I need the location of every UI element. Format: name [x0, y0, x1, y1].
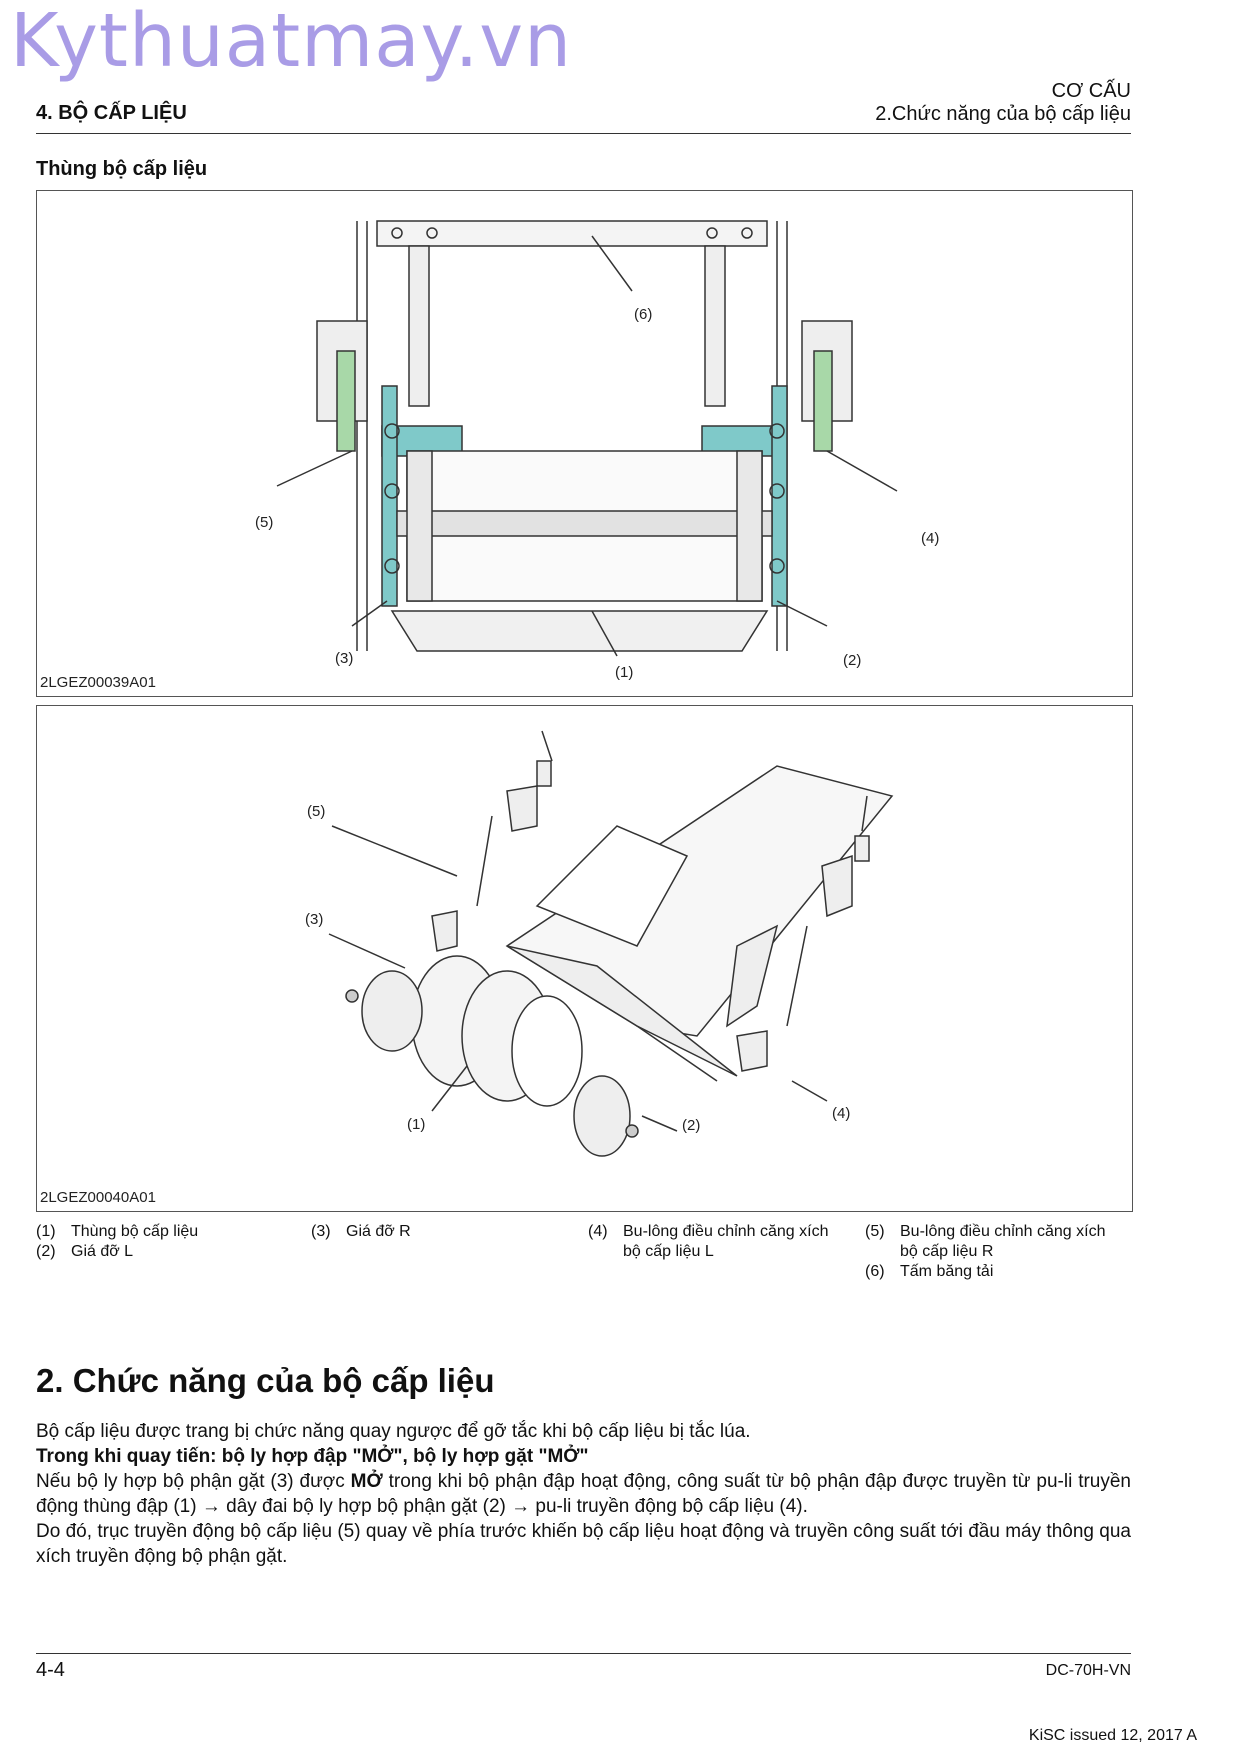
section-paragraph-1 — [36, 1469, 1131, 1519]
para1-text-a: Nếu bộ ly hợp bộ phận gặt (3) được — [36, 1471, 351, 1492]
para1-text-b: trong khi bộ phận đập hoạt động, công suất từ bộ phận đập được truyền từ pu-li truyền động thùng đập (1) → dây đai bộ ly hợp bộ phận gặt (2) → pu-li truyền động bộ cấp liệu (4). — [36, 1471, 1131, 1517]
legend-num: (4) — [588, 1223, 608, 1240]
legend-item — [311, 1222, 571, 1242]
para1-text-bold: MỞ — [350, 1471, 383, 1492]
issued-note: KiSC issued 12, 2017 A — [1028, 1727, 1197, 1744]
legend-col-2 — [311, 1222, 571, 1242]
legend-item — [865, 1222, 1135, 1262]
header-subsection: 2.Chức năng của bộ cấp liệu — [875, 103, 1131, 125]
figure-subheading: Thùng bộ cấp liệu — [36, 158, 208, 180]
legend-num: (6) — [865, 1263, 885, 1280]
page-number: 4-4 — [36, 1659, 65, 1681]
figure1-code: 2LGEZ00039A01 — [40, 674, 156, 691]
fig2-callout-4: (4) — [832, 1105, 851, 1122]
feeder-housing-front-drawing — [37, 191, 1132, 696]
legend-item — [865, 1262, 1135, 1282]
fig2-callout-2: (2) — [682, 1117, 701, 1134]
fig1-callout-3: (3) — [335, 650, 354, 667]
legend-col-3 — [588, 1222, 858, 1262]
header-rule — [36, 133, 1131, 134]
legend-num: (3) — [311, 1223, 331, 1240]
fig1-callout-6: (6) — [634, 306, 653, 323]
legend-item — [588, 1222, 858, 1262]
legend-col-1 — [36, 1222, 296, 1262]
section-bold-heading: Trong khi quay tiến: bộ ly hợp đập "MỞ", bộ ly hợp gặt "MỞ" — [36, 1446, 589, 1467]
legend-text: Giá đỡ R — [346, 1223, 411, 1240]
fig2-callout-1: (1) — [407, 1116, 426, 1133]
document-code: DC-70H-VN — [1045, 1662, 1131, 1679]
legend-num: (1) — [36, 1223, 56, 1240]
fig1-callout-1: (1) — [615, 664, 634, 681]
watermark: Kythuatmay.vn — [10, 0, 573, 84]
legend-text: Bu-lông điều chỉnh căng xích bộ cấp liệu R — [900, 1223, 1106, 1260]
legend-num: (5) — [865, 1223, 885, 1240]
legend-item — [36, 1222, 296, 1242]
legend-item — [36, 1242, 296, 1262]
legend-text: Thùng bộ cấp liệu — [71, 1223, 199, 1240]
header-category: CƠ CẤU — [1051, 80, 1131, 102]
legend-col-4 — [865, 1222, 1135, 1282]
legend-text: Bu-lông điều chỉnh căng xích bộ cấp liệu L — [623, 1223, 829, 1260]
section-title: 2. Chức năng của bộ cấp liệu — [36, 1362, 495, 1399]
fig2-callout-5: (5) — [307, 803, 326, 820]
header-section: 4. BỘ CẤP LIỆU — [36, 102, 187, 124]
legend-num: (2) — [36, 1243, 56, 1260]
feeder-housing-exploded-drawing — [37, 706, 1132, 1211]
footer-rule — [36, 1653, 1131, 1654]
fig1-callout-4: (4) — [921, 530, 940, 547]
legend-text: Tấm băng tải — [900, 1263, 994, 1280]
section-paragraph-2: Do đó, trục truyền động bộ cấp liệu (5) quay về phía trước khiến bộ cấp liệu hoạt động và truyền công suất tới đầu máy thông qua xích truyền động bộ phận gặt. — [36, 1521, 1131, 1567]
figure-feeder-housing-exploded — [36, 705, 1133, 1212]
fig1-callout-5: (5) — [255, 514, 274, 531]
figure-feeder-housing-front — [36, 190, 1133, 697]
legend-text: Giá đỡ L — [71, 1243, 134, 1260]
fig1-callout-2: (2) — [843, 652, 862, 669]
figure2-code: 2LGEZ00040A01 — [40, 1189, 156, 1206]
fig2-callout-3: (3) — [305, 911, 324, 928]
section-intro: Bộ cấp liệu được trang bị chức năng quay ngược để gỡ tắc khi bộ cấp liệu bị tắc lúa. — [36, 1421, 751, 1442]
